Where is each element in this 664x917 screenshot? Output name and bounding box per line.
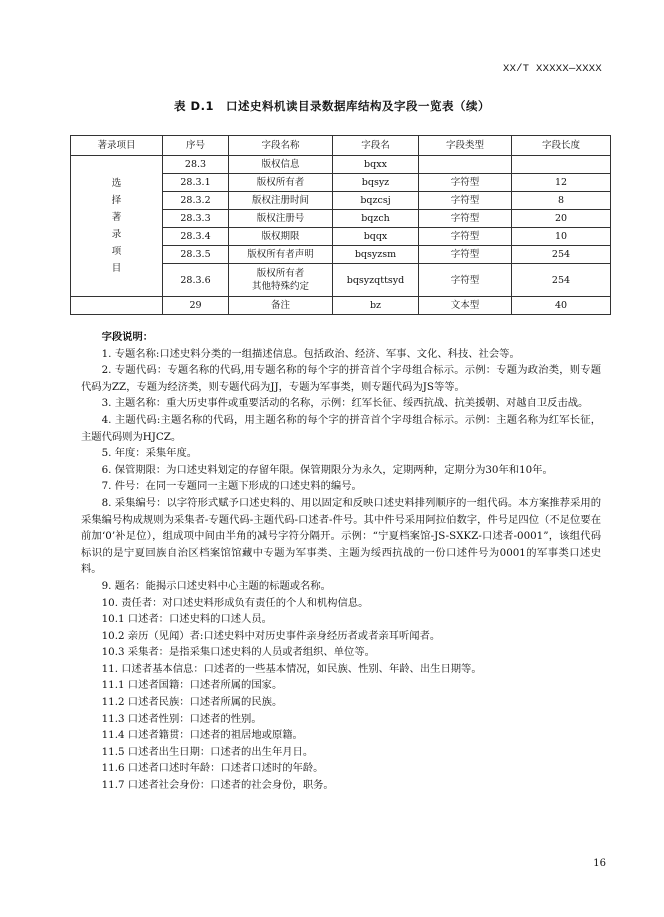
group-label-char: 著 bbox=[111, 212, 122, 223]
note-item: 5. 年度：采集年度。 bbox=[101, 447, 198, 460]
cell-field: bqxx bbox=[333, 156, 419, 174]
note-item: 3. 主题名称：重大历史事件或重要活动的名称，示例：红军长征、绥西抗战、抗美援朝、对越自卫反击战。 bbox=[101, 397, 589, 410]
cell-name: 版权所有者声明 bbox=[229, 246, 333, 264]
group-label-char: 项 bbox=[111, 246, 122, 257]
cell-no: 29 bbox=[163, 297, 229, 315]
standard-code: XX/T XXXXX—XXXX bbox=[502, 63, 602, 75]
note-item: 11.1 口述者国籍：口述者所属的国家。 bbox=[101, 679, 283, 692]
note-item: 11.7 口述者社会身份：口述者的社会身份，职务。 bbox=[101, 779, 334, 792]
cell-no: 28.3.2 bbox=[163, 192, 229, 210]
cell-no: 28.3.1 bbox=[163, 174, 229, 192]
cell-length: 8 bbox=[512, 192, 611, 210]
note-item: 11.5 口述者出生日期：口述者的出生年月日。 bbox=[101, 745, 314, 758]
cell-field: bqsyzqttsyd bbox=[333, 264, 419, 297]
cell-length: 254 bbox=[512, 246, 611, 264]
cell-name: 版权信息 bbox=[229, 156, 333, 174]
cell-name: 版权注册时间 bbox=[229, 192, 333, 210]
cell-type: 文本型 bbox=[419, 297, 512, 315]
cell-name bbox=[229, 264, 333, 297]
cell-length: 254 bbox=[512, 264, 611, 297]
cell-name-line: 其他特殊约定 bbox=[251, 281, 309, 292]
cell-name: 备注 bbox=[229, 297, 333, 315]
group-label-char: 录 bbox=[111, 229, 122, 240]
note-item: 11.3 口述者性别：口述者的性别。 bbox=[101, 712, 262, 725]
note-item: 11.2 口述者民族：口述者所属的民族。 bbox=[101, 696, 283, 709]
cell-type: 字符型 bbox=[419, 228, 512, 246]
note-item: 6. 保管期限：为口述史料划定的存留年限。保管期限分为永久，定期两种，定期分为30年和10年。 bbox=[101, 463, 553, 476]
cell-field: bqzcsj bbox=[333, 192, 419, 210]
group-label-cell bbox=[71, 156, 163, 297]
header-field-id: 字段名 bbox=[333, 136, 419, 156]
table-header-row bbox=[71, 136, 611, 156]
group-label-char: 择 bbox=[111, 195, 122, 206]
group-label-char: 目 bbox=[111, 263, 122, 274]
cell-no: 28.3.3 bbox=[163, 210, 229, 228]
cell-no: 28.3 bbox=[163, 156, 229, 174]
header-no: 序号 bbox=[163, 136, 229, 156]
cell-field: bqzch bbox=[333, 210, 419, 228]
note-item: 1. 专题名称:口述史料分类的一组描述信息。包括政治、经济、军事、文化、科技、社会等。 bbox=[101, 347, 520, 360]
cell-no: 28.3.4 bbox=[163, 228, 229, 246]
cell-name: 版权期限 bbox=[229, 228, 333, 246]
cell-type: 字符型 bbox=[419, 246, 512, 264]
cell-type: 字符型 bbox=[419, 210, 512, 228]
note-item: 10.3 采集者：是指采集口述史料的人员或者组织、单位等。 bbox=[101, 646, 375, 659]
header-field-type: 字段类型 bbox=[419, 136, 512, 156]
table-row bbox=[71, 156, 611, 174]
cell-type: 字符型 bbox=[419, 174, 512, 192]
note-item: 10.1 口述者：口述史料的口述人员。 bbox=[101, 613, 272, 626]
cell-length: 40 bbox=[512, 297, 611, 315]
note-item: 4. 主题代码:主题名称的代码，用主题名称的每个字的拼音首个字母组合标示。示例：主题名称为红军长征，主题代码则为HJCZ。 bbox=[81, 413, 601, 443]
table-row bbox=[71, 297, 611, 315]
table-title: 表 D.1 口述史料机读目录数据库结构及字段一览表（续） bbox=[174, 99, 490, 113]
cell-no: 28.3.5 bbox=[163, 246, 229, 264]
note-item: 7. 件号：在同一专题同一主题下形成的口述史料的编号。 bbox=[101, 480, 362, 493]
cell-field: bqsyz bbox=[333, 174, 419, 192]
cell-type bbox=[419, 156, 512, 174]
note-item: 11.6 口述者口述时年龄：口述者口述时的年龄。 bbox=[101, 762, 324, 775]
header-field-name: 字段名称 bbox=[229, 136, 333, 156]
cell-no: 28.3.6 bbox=[163, 264, 229, 297]
header-item: 著录项目 bbox=[71, 136, 163, 156]
cell-field: bqqx bbox=[333, 228, 419, 246]
cell-length: 12 bbox=[512, 174, 611, 192]
cell-item-empty bbox=[71, 297, 163, 315]
note-item: 8. 采集编号：以字符形式赋予口述史料的、用以固定和反映口述史料排列顺序的一组代码。本方案推荐采用的采集编号构成规则为采集者-专题代码-主题代码-口述者-件号。其中件号采用阿拉伯数字，件号足四位（不足位要在前加‘0’补足位），组成项中间由半角的减号字符分隔开。示例：“宁夏档案馆-JS-SXKZ-口述者-0001”，该组代码标识的是宁夏回族自治区档案馆馆藏中专题为军事类、主题为绥西抗战的一份口述件号为0001的军事类口述史料。 bbox=[81, 496, 601, 576]
note-item: 2. 专题代码：专题名称的代码,用专题名称的每个字的拼音首个字母组合标示。示例：专题为政治类，则专题代码为ZZ，专题为经济类，则专题代码为JJ，专题为军事类，则专题代码为JS等等。 bbox=[81, 364, 601, 393]
cell-field: bqsyzsm bbox=[333, 246, 419, 264]
notes-heading: 字段说明： bbox=[101, 331, 154, 343]
cell-type: 字符型 bbox=[419, 264, 512, 297]
note-item: 11. 口述者基本信息：口述者的一些基本情况，如民族、性别、年龄、出生日期等。 bbox=[101, 662, 482, 675]
cell-name-line: 版权所有者 bbox=[256, 268, 305, 279]
note-item: 11.4 口述者籍贯：口述者的祖居地或原籍。 bbox=[101, 729, 303, 742]
cell-name: 版权所有者 bbox=[229, 174, 333, 192]
note-item: 10. 责任者：对口述史料形成负有责任的个人和机构信息。 bbox=[101, 596, 369, 609]
cell-field: bz bbox=[333, 297, 419, 315]
note-item: 10.2 亲历（见闻）者:口述史料中对历史事件亲身经历者或者亲耳听闻者。 bbox=[101, 629, 441, 642]
group-label-char: 选 bbox=[111, 178, 122, 189]
page-number: 16 bbox=[593, 858, 606, 869]
cell-name: 版权注册号 bbox=[229, 210, 333, 228]
field-notes bbox=[81, 329, 601, 794]
note-item: 9. 题名：能揭示口述史料中心主题的标题或名称。 bbox=[101, 579, 331, 592]
cell-length bbox=[512, 156, 611, 174]
field-structure-table bbox=[70, 135, 611, 315]
cell-length: 10 bbox=[512, 228, 611, 246]
cell-type: 字符型 bbox=[419, 192, 512, 210]
header-field-length: 字段长度 bbox=[512, 136, 611, 156]
cell-length: 20 bbox=[512, 210, 611, 228]
